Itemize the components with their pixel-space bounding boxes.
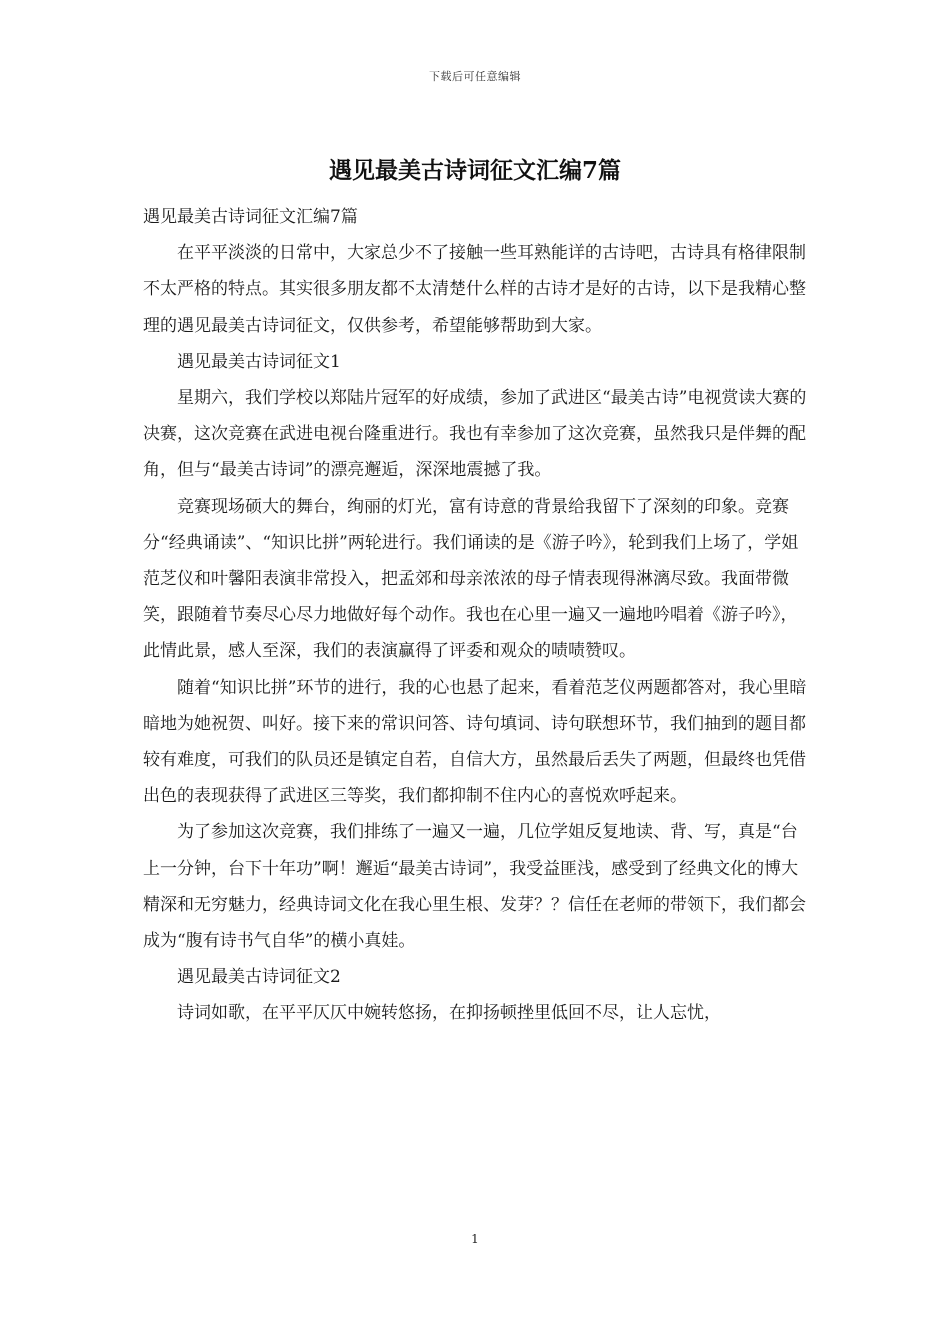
section-heading-1: 遇见最美古诗词征文1 xyxy=(177,351,341,372)
paragraph: 诗词如歌，在平平仄仄中婉转悠扬，在抑扬顿挫里低回不尽，让人忘忧， xyxy=(177,1003,721,1024)
paragraph: 随着“知识比拼”环节的进行，我的心也悬了起来，看着范芝仪两题都答对，我心里暗暗地为她祝贺、叫好。接下来的常识问答、诗句填词、诗句联想环节，我们抽到的题目都较有难度，可我们的队员还是镇定自若，自信大方，虽然最后丢失了两题，但最终也凭借出色的表现获得了武进区三等奖，我们都抑制不住内心的喜悦欢呼起来。 xyxy=(143,677,807,807)
document-body xyxy=(143,199,807,1032)
intro-paragraph: 在平平淡淡的日常中，大家总少不了接触一些耳熟能详的古诗吧，古诗具有格律限制不太严格的特点。其实很多朋友都不太清楚什么样的古诗才是好的古诗，以下是我精心整理的遇见最美古诗词征文，仅供参考，希望能够帮助到大家。 xyxy=(143,243,806,336)
section-heading-2: 遇见最美古诗词征文2 xyxy=(177,967,341,988)
subtitle-line: 遇见最美古诗词征文汇编7篇 xyxy=(143,207,358,227)
paragraph: 星期六，我们学校以郑陆片冠军的好成绩，参加了武进区“最美古诗”电视赏读大赛的决赛，这次竞赛在武进电视台隆重进行。我也有幸参加了这次竞赛，虽然我只是伴舞的配角，但与“最美古诗词”的漂亮邂逅，深深地震撼了我。 xyxy=(143,388,807,481)
document-title: 遇见最美古诗词征文汇编7篇 xyxy=(328,157,621,184)
page-number: 1 xyxy=(471,1232,479,1246)
header-note: 下载后可任意编辑 xyxy=(429,70,521,83)
paragraph: 为了参加这次竞赛，我们排练了一遍又一遍，几位学姐反复地读、背、写，真是“台上一分钟，台下十年功”啊！邂逅“最美古诗词”，我受益匪浅，感受到了经典文化的博大精深和无穷魅力，经典诗词文化在我心里生根、发芽？？信任在老师的带领下，我们都会成为“腹有诗书气自华”的横小真娃。 xyxy=(143,822,806,952)
paragraph: 竞赛现场硕大的舞台，绚丽的灯光，富有诗意的背景给我留下了深刻的印象。竞赛分“经典诵读”、“知识比拼”两轮进行。我们诵读的是《游子吟》，轮到我们上场了，学姐范芝仪和叶馨阳表演非常投入，把孟郊和母亲浓浓的母子情表现得淋漓尽致。我面带微笑，跟随着节奏尽心尽力地做好每个动作。我也在心里一遍又一遍地吟唱着《游子吟》，此情此景，感人至深，我们的表演赢得了评委和观众的啧啧赞叹。 xyxy=(143,496,799,662)
